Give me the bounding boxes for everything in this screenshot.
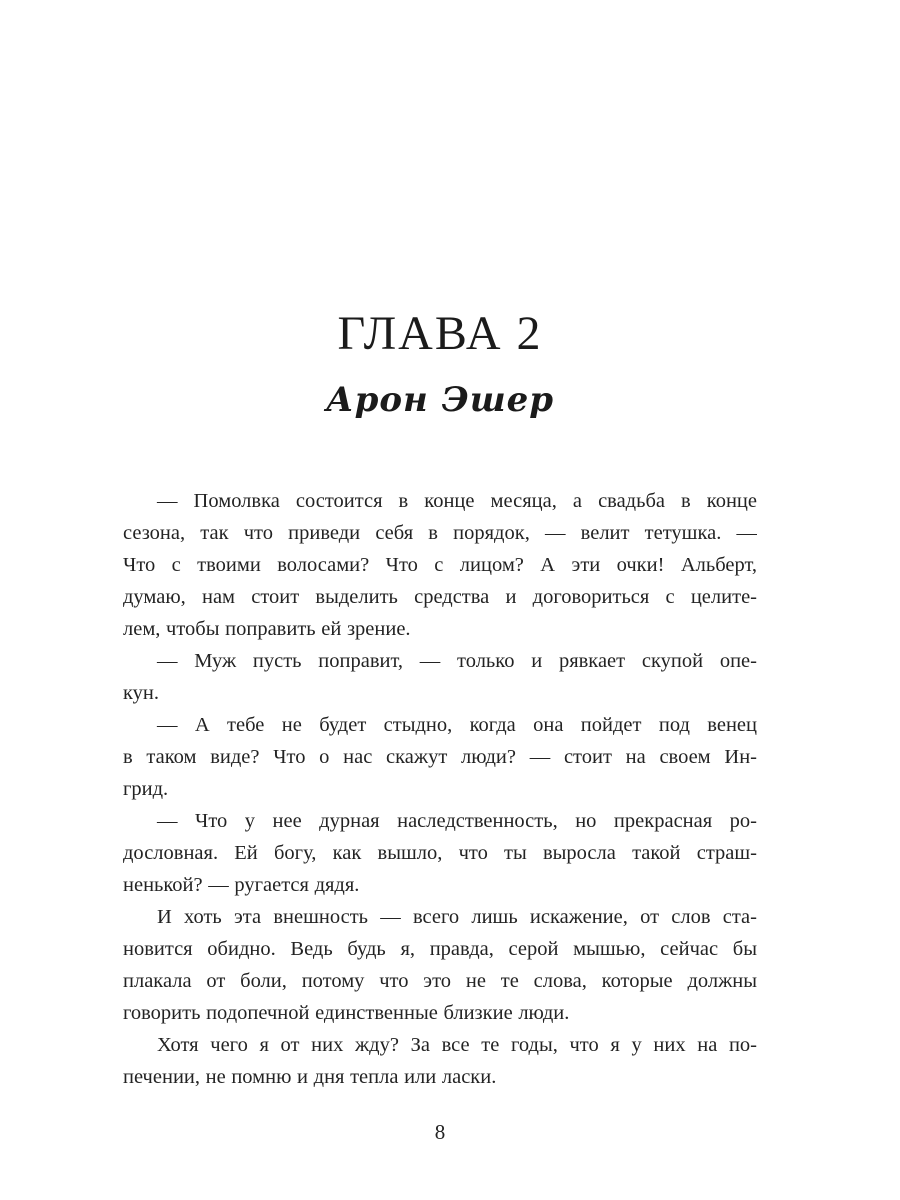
- text-line: ненькой? — ругается дядя.: [123, 874, 360, 896]
- text-line: в таком виде? Что о нас скажут люди? — стоит на своем Ин-: [123, 746, 757, 768]
- text-line: дословная. Ей богу, как вышло, что ты выросла такой страш-: [123, 842, 757, 864]
- text-line: думаю, нам стоит выделить средства и договориться с целите-: [123, 586, 757, 608]
- chapter-subtitle: Арон Эшер: [325, 380, 555, 420]
- paragraph: [123, 805, 757, 901]
- text-line: лем, чтобы поправить ей зрение.: [123, 618, 411, 640]
- chapter-title: ГЛАВА 2: [337, 307, 543, 360]
- paragraph: [123, 709, 757, 805]
- page-number: 8: [434, 1120, 446, 1144]
- text-line: сезона, так что приведи себя в порядок, — велит тетушка. —: [123, 522, 757, 544]
- text-line: Хотя чего я от них жду? За все те годы, что я у них на по-: [157, 1034, 757, 1056]
- text-line: — Помолвка состоится в конце месяца, а свадьба в конце: [157, 490, 757, 512]
- paragraph: [123, 645, 757, 709]
- body-text: [123, 485, 757, 1093]
- paragraph: [123, 901, 757, 1029]
- text-line: грид.: [123, 778, 169, 800]
- text-line: — А тебе не будет стыдно, когда она пойдет под венец: [157, 714, 757, 736]
- text-line: — Что у нее дурная наследственность, но прекрасная ро-: [157, 810, 757, 832]
- text-line: Что с твоими волосами? Что с лицом? А эти очки! Альберт,: [123, 554, 757, 576]
- paragraph: [123, 485, 757, 645]
- paragraph: [123, 1029, 757, 1093]
- text-line: новится обидно. Ведь будь я, правда, серой мышью, сейчас бы: [123, 938, 757, 960]
- text-line: И хоть эта внешность — всего лишь искажение, от слов ста-: [157, 906, 757, 928]
- text-line: кун.: [123, 682, 160, 704]
- text-line: говорить подопечной единственные близкие люди.: [123, 1002, 570, 1024]
- text-line: — Муж пусть поправит, — только и рявкает скупой опе-: [157, 650, 757, 672]
- text-line: плакала от боли, потому что это не те слова, которые должны: [123, 970, 757, 992]
- text-line: печении, не помню и дня тепла или ласки.: [123, 1066, 497, 1088]
